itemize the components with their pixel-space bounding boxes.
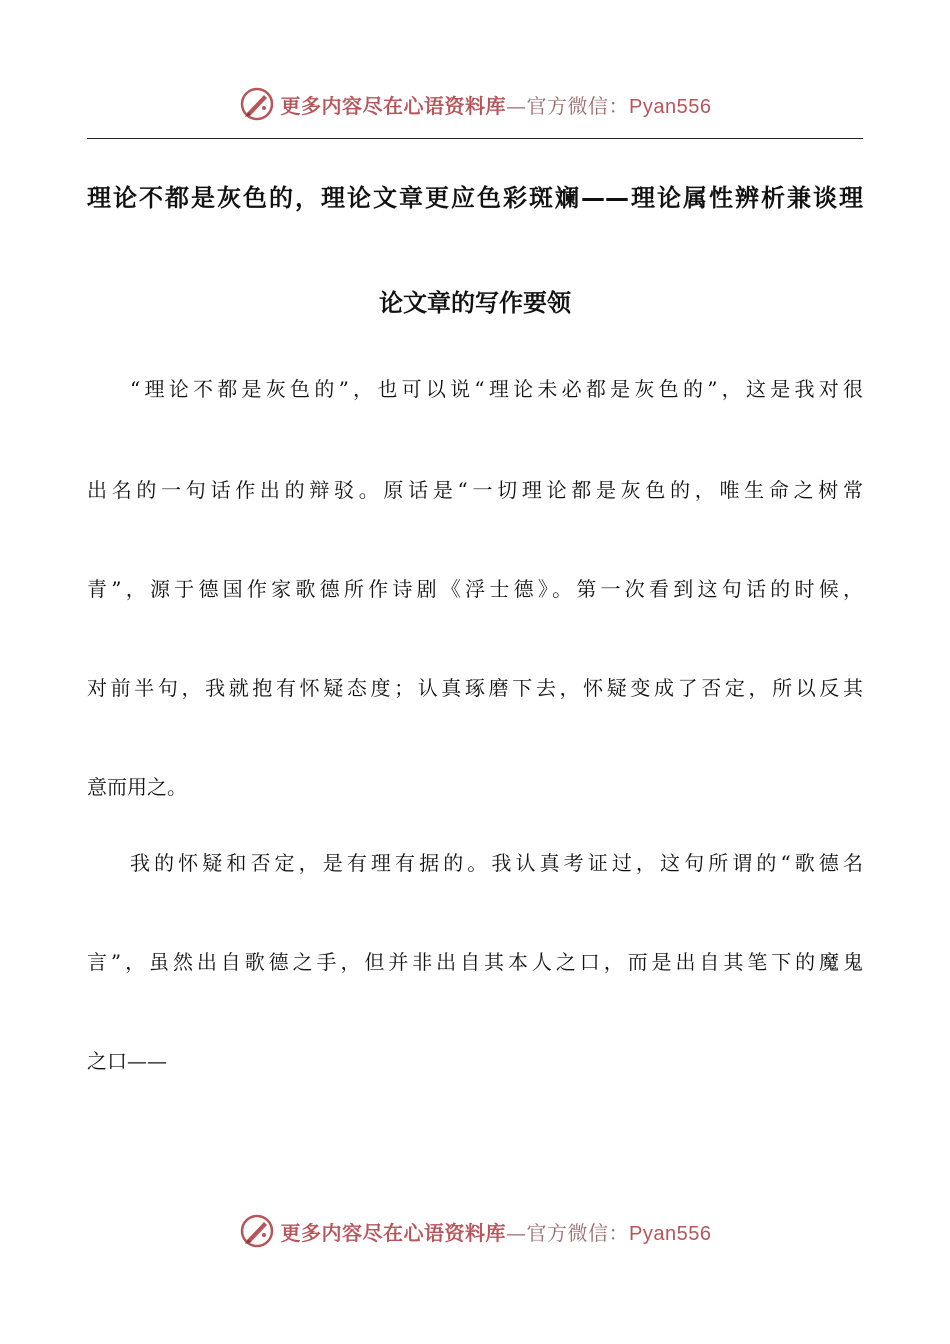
banner-separator: — [506,93,527,118]
banner-main-text: 更多内容尽在心语资料库 [280,1220,507,1245]
banner-wechat-label: 官方微信： [526,93,630,118]
header-banner [0,80,950,128]
banner-wechat-label: 官方微信： [526,1220,630,1245]
paragraph-2-line-1: 我的怀疑和否定，是有理有据的。我认真考证过，这句所谓的“歌德名 [130,851,863,875]
paragraph-2-line-2: 言”，虽然出自歌德之手，但并非出自其本人之口，而是出自其笔下的魔鬼 [87,950,863,974]
banner-text [281,90,712,119]
paragraph-1-line-1: “理论不都是灰色的”，也可以说“理论未必都是灰色的”，这是我对很 [130,377,863,401]
pen-logo-icon [239,1213,275,1249]
paragraph-1-line-3: 青”，源于德国作家歌德所作诗剧《浮士德》。第一次看到这句话的时候， [87,577,863,601]
banner-separator: — [506,1220,527,1245]
footer-banner [0,1207,950,1255]
paragraph-1-line-2: 出名的一句话作出的辩驳。原话是“一切理论都是灰色的，唯生命之树常 [87,478,863,502]
banner-text [281,1217,712,1246]
page-title-line-1: 理论不都是灰色的，理论文章更应色彩斑斓——理论属性辨析兼谈理 [87,184,863,212]
paragraph-1-line-4: 对前半句，我就抱有怀疑态度；认真琢磨下去，怀疑变成了否定，所以反其 [87,676,863,700]
paragraph-2-line-3: 之口—— [87,1049,167,1073]
paragraph-1-line-5: 意而用之。 [87,775,187,799]
banner-main-text: 更多内容尽在心语资料库 [280,93,507,118]
page-title-line-2: 论文章的写作要领 [379,289,571,317]
banner-wechat-id: Pyan556 [629,1222,712,1245]
header-divider [87,138,863,139]
pen-logo-icon [239,86,275,122]
banner-wechat-id: Pyan556 [629,95,712,118]
